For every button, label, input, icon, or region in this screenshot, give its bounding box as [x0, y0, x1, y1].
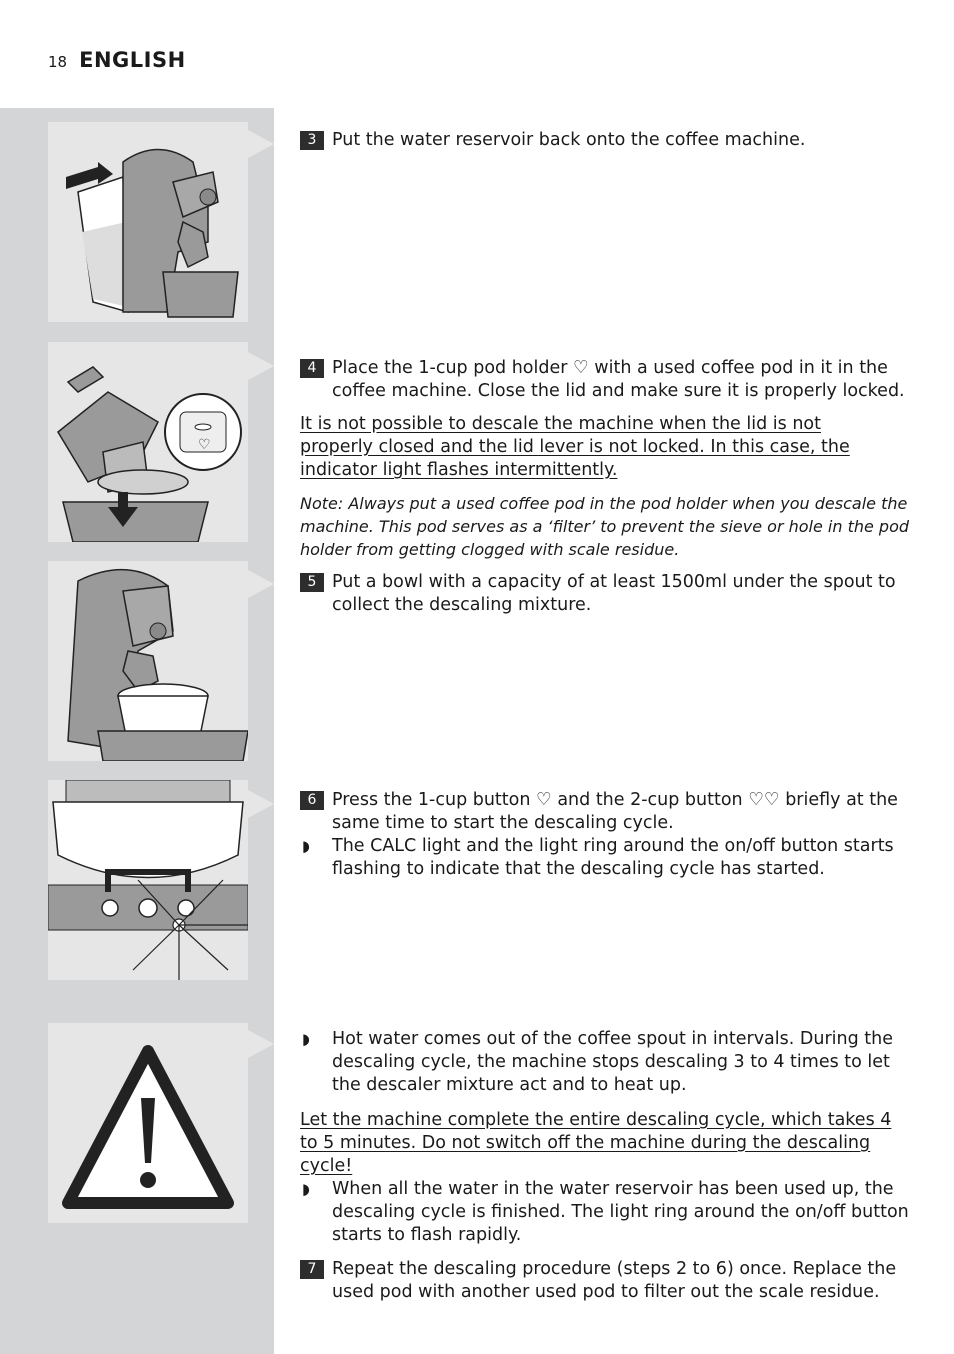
illustration-bowl — [48, 561, 248, 761]
step-3 — [300, 129, 910, 152]
svg-text:♡: ♡ — [198, 437, 211, 453]
bullet-text: Hot water comes out of the coffee spout in intervals. During the descaling cycle, the machine stops descaling 3 to 4 times to let the descaler mixture act and to heat up. — [332, 1029, 893, 1095]
one-cup-icon: ♡ — [536, 790, 552, 810]
step-4-block — [300, 357, 910, 617]
final-block — [300, 1028, 910, 1304]
coffee-machine-reservoir-icon — [48, 122, 248, 322]
illustration-pod-holder — [48, 342, 248, 542]
step-4 — [300, 357, 910, 403]
note-text: Note: Always put a used coffee pod in the pod holder when you descale the machine. This pod serves as a ‘filter’ to prevent the sieve or hole in the pod holder from getting clogged with scale residue. — [300, 494, 910, 559]
pod-holder-insert-icon — [48, 342, 248, 542]
warning-triangle-icon — [48, 1023, 248, 1223]
bullet-water-used — [300, 1178, 910, 1247]
step-number: 3 — [300, 131, 324, 150]
section-title: ENGLISH — [79, 48, 186, 72]
panel-pointer — [248, 130, 274, 158]
step-text: Repeat the descaling procedure (steps 2 to 6) once. Replace the used pod with another used pod to filter out the scale residue. — [332, 1259, 897, 1302]
page-number: 18 — [48, 53, 68, 71]
step-text: and the 2-cup button — [557, 790, 743, 810]
step-text: briefly at the same time to start the descaling cycle. — [332, 790, 898, 833]
step-text: Press the 1-cup button — [332, 790, 531, 810]
control-panel-buttons-icon — [48, 780, 248, 980]
two-cup-icon: ♡♡ — [748, 790, 780, 810]
bullet-icon: ◗ — [302, 1180, 310, 1198]
one-cup-icon: ♡ — [573, 358, 589, 378]
step-6-block — [300, 789, 910, 881]
step-number: 4 — [300, 359, 324, 378]
step-5 — [300, 571, 910, 617]
step-number: 5 — [300, 573, 324, 592]
illustration-control-panel — [48, 780, 248, 980]
step-text: Place the 1-cup pod holder — [332, 358, 568, 378]
illustration-reservoir — [48, 122, 248, 322]
illustration-warning — [48, 1023, 248, 1223]
bullet-calc-light — [300, 835, 910, 881]
coffee-machine-bowl-icon — [48, 561, 248, 761]
panel-pointer — [248, 790, 274, 818]
page-header — [48, 48, 186, 72]
step-text: with a used coffee pod in it in the coffee machine. Close the lid and make sure it is properly locked. — [332, 358, 905, 401]
step-7 — [300, 1258, 910, 1304]
bullet-text: When all the water in the water reservoir has been used up, the descaling cycle is finished. The light ring around the on/off button starts to flash rapidly. — [332, 1179, 909, 1245]
panel-pointer — [248, 352, 274, 380]
step-text: Put the water reservoir back onto the coffee machine. — [332, 130, 806, 150]
bullet-text: The CALC light and the light ring around the on/off button starts flashing to indicate that the descaling cycle has started. — [332, 836, 894, 879]
bullet-hot-water — [300, 1028, 910, 1097]
step-text: Put a bowl with a capacity of at least 1500ml under the spout to collect the descaling mixture. — [332, 572, 896, 615]
warning-text-lid: It is not possible to descale the machine when the lid is not properly closed and the lid lever is not locked. In this case, the indicator light flashes intermittently. — [300, 414, 850, 480]
bullet-icon: ◗ — [302, 1030, 310, 1048]
step-6 — [300, 789, 910, 835]
panel-pointer — [248, 570, 274, 598]
panel-pointer — [248, 1030, 274, 1058]
bullet-icon: ◗ — [302, 837, 310, 855]
warning-text-cycle: Let the machine complete the entire descaling cycle, which takes 4 to 5 minutes. Do not switch off the machine during the descaling cycle! — [300, 1110, 892, 1176]
step-number: 7 — [300, 1260, 324, 1279]
step-number: 6 — [300, 791, 324, 810]
